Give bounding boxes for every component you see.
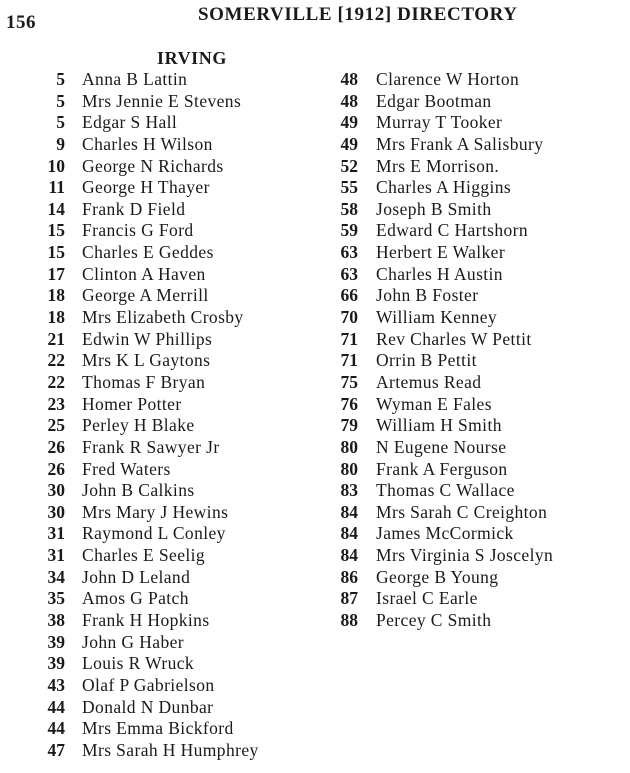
- house-number: 80: [340, 458, 358, 479]
- resident-name: Wyman E Fales: [376, 393, 492, 414]
- directory-entry: [326, 264, 626, 286]
- house-number: 63: [340, 242, 358, 263]
- house-number: 71: [340, 350, 358, 371]
- directory-entry: [40, 545, 330, 567]
- house-number: 43: [47, 674, 65, 695]
- resident-name: Mrs Emma Bickford: [82, 718, 234, 739]
- directory-entry: [40, 394, 330, 416]
- directory-entry: [326, 567, 626, 589]
- house-number: 49: [340, 133, 358, 154]
- directory-entry: [40, 242, 330, 264]
- directory-entry: [326, 220, 626, 242]
- house-number: 48: [340, 90, 358, 111]
- house-number: 47: [47, 739, 65, 760]
- resident-name: Louis R Wruck: [82, 653, 195, 674]
- house-number: 80: [340, 436, 358, 457]
- directory-entry: [40, 350, 330, 372]
- directory-entry: [40, 459, 330, 481]
- house-number: 66: [340, 285, 358, 306]
- directory-entry: [326, 588, 626, 610]
- resident-name: William H Smith: [376, 415, 502, 436]
- directory-entry: [326, 415, 626, 437]
- resident-name: John G Haber: [82, 631, 184, 652]
- directory-entry: [40, 307, 330, 329]
- directory-entry: [326, 394, 626, 416]
- house-number: 30: [47, 501, 65, 522]
- street-heading: IRVING: [157, 48, 227, 68]
- resident-name: Clarence W Horton: [376, 69, 520, 89]
- directory-entry: [40, 112, 330, 134]
- directory-entry: [40, 372, 330, 394]
- resident-name: John B Foster: [376, 285, 479, 306]
- house-number: 11: [48, 177, 65, 198]
- directory-entry: [326, 523, 626, 545]
- resident-name: Anna B Lattin: [82, 69, 188, 89]
- resident-name: Mrs Sarah C Creighton: [376, 501, 548, 522]
- house-number: 83: [340, 480, 358, 501]
- directory-entry: [40, 567, 330, 589]
- resident-name: Herbert E Walker: [376, 242, 506, 263]
- resident-name: George H Thayer: [82, 177, 210, 198]
- directory-entry: [40, 675, 330, 697]
- directory-entry: [40, 285, 330, 307]
- directory-entry: [40, 697, 330, 719]
- resident-name: Charles E Geddes: [82, 242, 214, 263]
- directory-entry: [40, 220, 330, 242]
- resident-name: Edgar S Hall: [82, 112, 178, 133]
- directory-entry: [40, 632, 330, 654]
- house-number: 18: [47, 307, 65, 328]
- resident-name: Charles H Wilson: [82, 133, 213, 154]
- directory-entry: [326, 134, 626, 156]
- resident-name: Mrs Virginia S Joscelyn: [376, 545, 554, 566]
- house-number: 55: [340, 177, 358, 198]
- directory-entry: [40, 653, 330, 675]
- resident-name: Frank R Sawyer Jr: [82, 436, 220, 457]
- house-number: 84: [340, 523, 358, 544]
- house-number: 15: [47, 220, 65, 241]
- house-number: 76: [340, 393, 358, 414]
- resident-name: Mrs Sarah H Humphrey: [82, 739, 259, 760]
- directory-entry: [326, 112, 626, 134]
- resident-name: Mrs Frank A Salisbury: [376, 133, 544, 154]
- directory-entry: [40, 480, 330, 502]
- house-number: 15: [47, 242, 65, 263]
- house-number: 71: [340, 328, 358, 349]
- resident-name: John D Leland: [82, 566, 191, 587]
- house-number: 34: [47, 566, 65, 587]
- directory-entry: [326, 610, 626, 632]
- directory-entry: [40, 437, 330, 459]
- resident-name: George A Merrill: [82, 285, 209, 306]
- resident-name: Thomas C Wallace: [376, 480, 515, 501]
- house-number: 23: [47, 393, 65, 414]
- directory-entry: [326, 177, 626, 199]
- directory-entry: [40, 156, 330, 178]
- house-number: 30: [47, 480, 65, 501]
- left-column: [40, 69, 330, 762]
- page-number: 156: [6, 12, 36, 33]
- resident-name: Perley H Blake: [82, 415, 195, 436]
- page-title: SOMERVILLE [1912] DIRECTORY: [198, 4, 518, 25]
- directory-entry: [326, 91, 626, 113]
- resident-name: James McCormick: [376, 523, 514, 544]
- house-number: 39: [47, 653, 65, 674]
- directory-entry: [326, 285, 626, 307]
- directory-entry: [326, 307, 626, 329]
- directory-entry: [40, 329, 330, 351]
- resident-name: Mrs K L Gaytons: [82, 350, 211, 371]
- house-number: 59: [340, 220, 358, 241]
- resident-name: Edwin W Phillips: [82, 328, 213, 349]
- house-number: 35: [47, 588, 65, 609]
- resident-name: Edgar Bootman: [376, 90, 492, 111]
- directory-entry: [40, 718, 330, 740]
- directory-entry: [40, 502, 330, 524]
- directory-entry: [326, 350, 626, 372]
- resident-name: Charles A Higgins: [376, 177, 512, 198]
- directory-entry: [40, 610, 330, 632]
- resident-name: John B Calkins: [82, 480, 195, 501]
- directory-entry: [326, 459, 626, 481]
- house-number: 44: [47, 696, 65, 717]
- directory-entry: [40, 523, 330, 545]
- house-number: 86: [340, 566, 358, 587]
- resident-name: Homer Potter: [82, 393, 182, 414]
- resident-name: Rev Charles W Pettit: [376, 328, 532, 349]
- resident-name: Joseph B Smith: [376, 198, 492, 219]
- directory-entry: [326, 199, 626, 221]
- resident-name: Murray T Tooker: [376, 112, 503, 133]
- right-column: [326, 69, 626, 632]
- directory-entry: [326, 480, 626, 502]
- resident-name: Charles H Austin: [376, 263, 503, 284]
- resident-name: Olaf P Gabrielson: [82, 674, 215, 695]
- resident-name: George B Young: [376, 566, 499, 587]
- resident-name: Frank H Hopkins: [82, 610, 210, 631]
- house-number: 39: [47, 631, 65, 652]
- house-number: 48: [340, 69, 358, 89]
- house-number: 26: [47, 458, 65, 479]
- directory-entry: [40, 740, 330, 762]
- resident-name: Raymond L Conley: [82, 523, 226, 544]
- resident-name: N Eugene Nourse: [376, 436, 507, 457]
- house-number: 87: [340, 588, 358, 609]
- resident-name: Edward C Hartshorn: [376, 220, 529, 241]
- house-number: 31: [47, 545, 65, 566]
- house-number: 17: [47, 263, 65, 284]
- directory-entry: [40, 415, 330, 437]
- resident-name: Artemus Read: [376, 371, 482, 392]
- directory-entry: [40, 69, 330, 91]
- house-number: 44: [47, 718, 65, 739]
- directory-entry: [326, 69, 626, 91]
- directory-entry: [40, 91, 330, 113]
- directory-entry: [40, 588, 330, 610]
- house-number: 49: [340, 112, 358, 133]
- house-number: 58: [340, 198, 358, 219]
- resident-name: Orrin B Pettit: [376, 350, 477, 371]
- directory-entry: [40, 264, 330, 286]
- house-number: 63: [340, 263, 358, 284]
- resident-name: William Kenney: [376, 307, 498, 328]
- house-number: 18: [47, 285, 65, 306]
- house-number: 70: [340, 307, 358, 328]
- directory-entry: [326, 437, 626, 459]
- directory-entry: [40, 134, 330, 156]
- house-number: 22: [47, 371, 65, 392]
- directory-entry: [326, 242, 626, 264]
- resident-name: Thomas F Bryan: [82, 371, 206, 392]
- directory-entry: [326, 372, 626, 394]
- resident-name: Mrs Mary J Hewins: [82, 501, 229, 522]
- resident-name: Frank A Ferguson: [376, 458, 508, 479]
- resident-name: Francis G Ford: [82, 220, 194, 241]
- directory-entry: [40, 199, 330, 221]
- directory-entry: [326, 156, 626, 178]
- house-number: 5: [56, 90, 65, 111]
- resident-name: Mrs Elizabeth Crosby: [82, 307, 244, 328]
- house-number: 10: [47, 155, 65, 176]
- resident-name: Mrs E Morrison.: [376, 155, 500, 176]
- house-number: 22: [47, 350, 65, 371]
- resident-name: Amos G Patch: [82, 588, 189, 609]
- resident-name: Fred Waters: [82, 458, 171, 479]
- house-number: 75: [340, 371, 358, 392]
- house-number: 38: [47, 610, 65, 631]
- house-number: 14: [47, 198, 65, 219]
- house-number: 5: [56, 112, 65, 133]
- house-number: 88: [340, 610, 358, 631]
- resident-name: Charles E Seelig: [82, 545, 206, 566]
- house-number: 79: [340, 415, 358, 436]
- house-number: 31: [47, 523, 65, 544]
- resident-name: George N Richards: [82, 155, 224, 176]
- resident-name: Frank D Field: [82, 198, 186, 219]
- resident-name: Israel C Earle: [376, 588, 478, 609]
- house-number: 26: [47, 436, 65, 457]
- house-number: 84: [340, 545, 358, 566]
- house-number: 5: [56, 69, 65, 89]
- house-number: 84: [340, 501, 358, 522]
- house-number: 9: [56, 133, 65, 154]
- resident-name: Clinton A Haven: [82, 263, 206, 284]
- directory-entry: [326, 502, 626, 524]
- resident-name: Percey C Smith: [376, 610, 492, 631]
- resident-name: Donald N Dunbar: [82, 696, 214, 717]
- directory-entry: [40, 177, 330, 199]
- house-number: 21: [47, 328, 65, 349]
- house-number: 25: [47, 415, 65, 436]
- resident-name: Mrs Jennie E Stevens: [82, 90, 242, 111]
- house-number: 52: [340, 155, 358, 176]
- directory-entry: [326, 329, 626, 351]
- directory-entry: [326, 545, 626, 567]
